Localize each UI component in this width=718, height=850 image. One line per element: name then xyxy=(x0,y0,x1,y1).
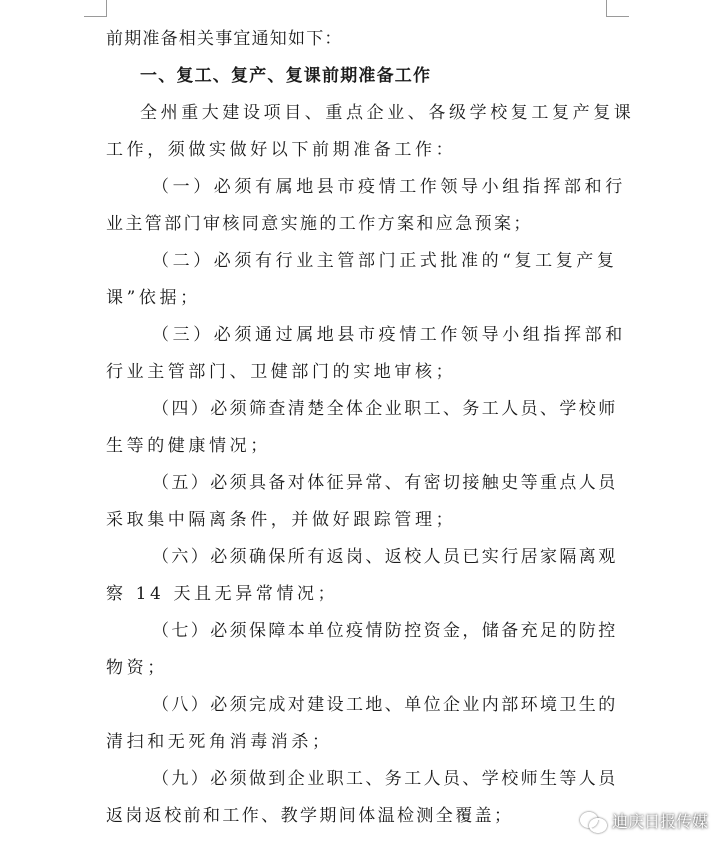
list-item-line: （四）必须筛查清楚全体企业职工、务工人员、学校师 xyxy=(152,399,618,419)
crop-mark-top-left xyxy=(84,0,107,17)
section-heading: 一、复工、复产、复课前期准备工作 xyxy=(140,66,432,86)
list-item-line: 生等的健康情况； xyxy=(106,436,271,456)
list-item-line: （三）必须通过属地县市疫情工作领导小组指挥部和 xyxy=(152,325,626,345)
watermark xyxy=(580,809,708,832)
list-item-line: 行业主管部门、卫健部门的实地审核； xyxy=(106,362,457,382)
list-item-line: 清扫和无死角消毒消杀； xyxy=(106,732,333,752)
list-item-line: （五）必须具备对体征异常、有密切接触史等重点人员 xyxy=(152,473,618,493)
document-body xyxy=(106,22,635,836)
paragraph-line: 全州重大建设项目、重点企业、各级学校复工复产复课 xyxy=(140,103,635,123)
list-item-line: 课”依据； xyxy=(106,288,201,308)
paragraph-line: 工作，须做实做好以下前期准备工作： xyxy=(106,140,457,160)
list-item-line: 察 14 天且无异常情况； xyxy=(106,584,339,604)
list-item-line: （一）必须有属地县市疫情工作领导小组指挥部和行 xyxy=(152,177,626,197)
list-item-line: （七）必须保障本单位疫情防控资金，储备充足的防控 xyxy=(152,621,618,641)
list-item-line: （九）必须做到企业职工、务工人员、学校师生等人员 xyxy=(152,769,618,789)
crop-mark-top-right xyxy=(606,0,629,17)
list-item-line: 返岗返校前和工作、教学期间体温检测全覆盖； xyxy=(106,806,514,826)
list-item-line: 采取集中隔离条件，并做好跟踪管理； xyxy=(106,510,457,530)
wechat-icon xyxy=(580,810,606,832)
list-item-line: （二）必须有行业主管部门正式批准的“复工复产复 xyxy=(152,251,618,271)
list-item-line: （六）必须确保所有返岗、返校人员已实行居家隔离观 xyxy=(152,547,618,567)
watermark-text: 迪庆日报传媒 xyxy=(611,812,708,831)
list-item-line: （八）必须完成对建设工地、单位企业内部环境卫生的 xyxy=(152,695,618,715)
list-item-line: 物资； xyxy=(106,658,168,678)
list-item-line: 业主管部门审核同意实施的工作方案和应急预案； xyxy=(106,214,533,234)
intro-line: 前期准备相关事宜通知如下： xyxy=(106,29,343,49)
